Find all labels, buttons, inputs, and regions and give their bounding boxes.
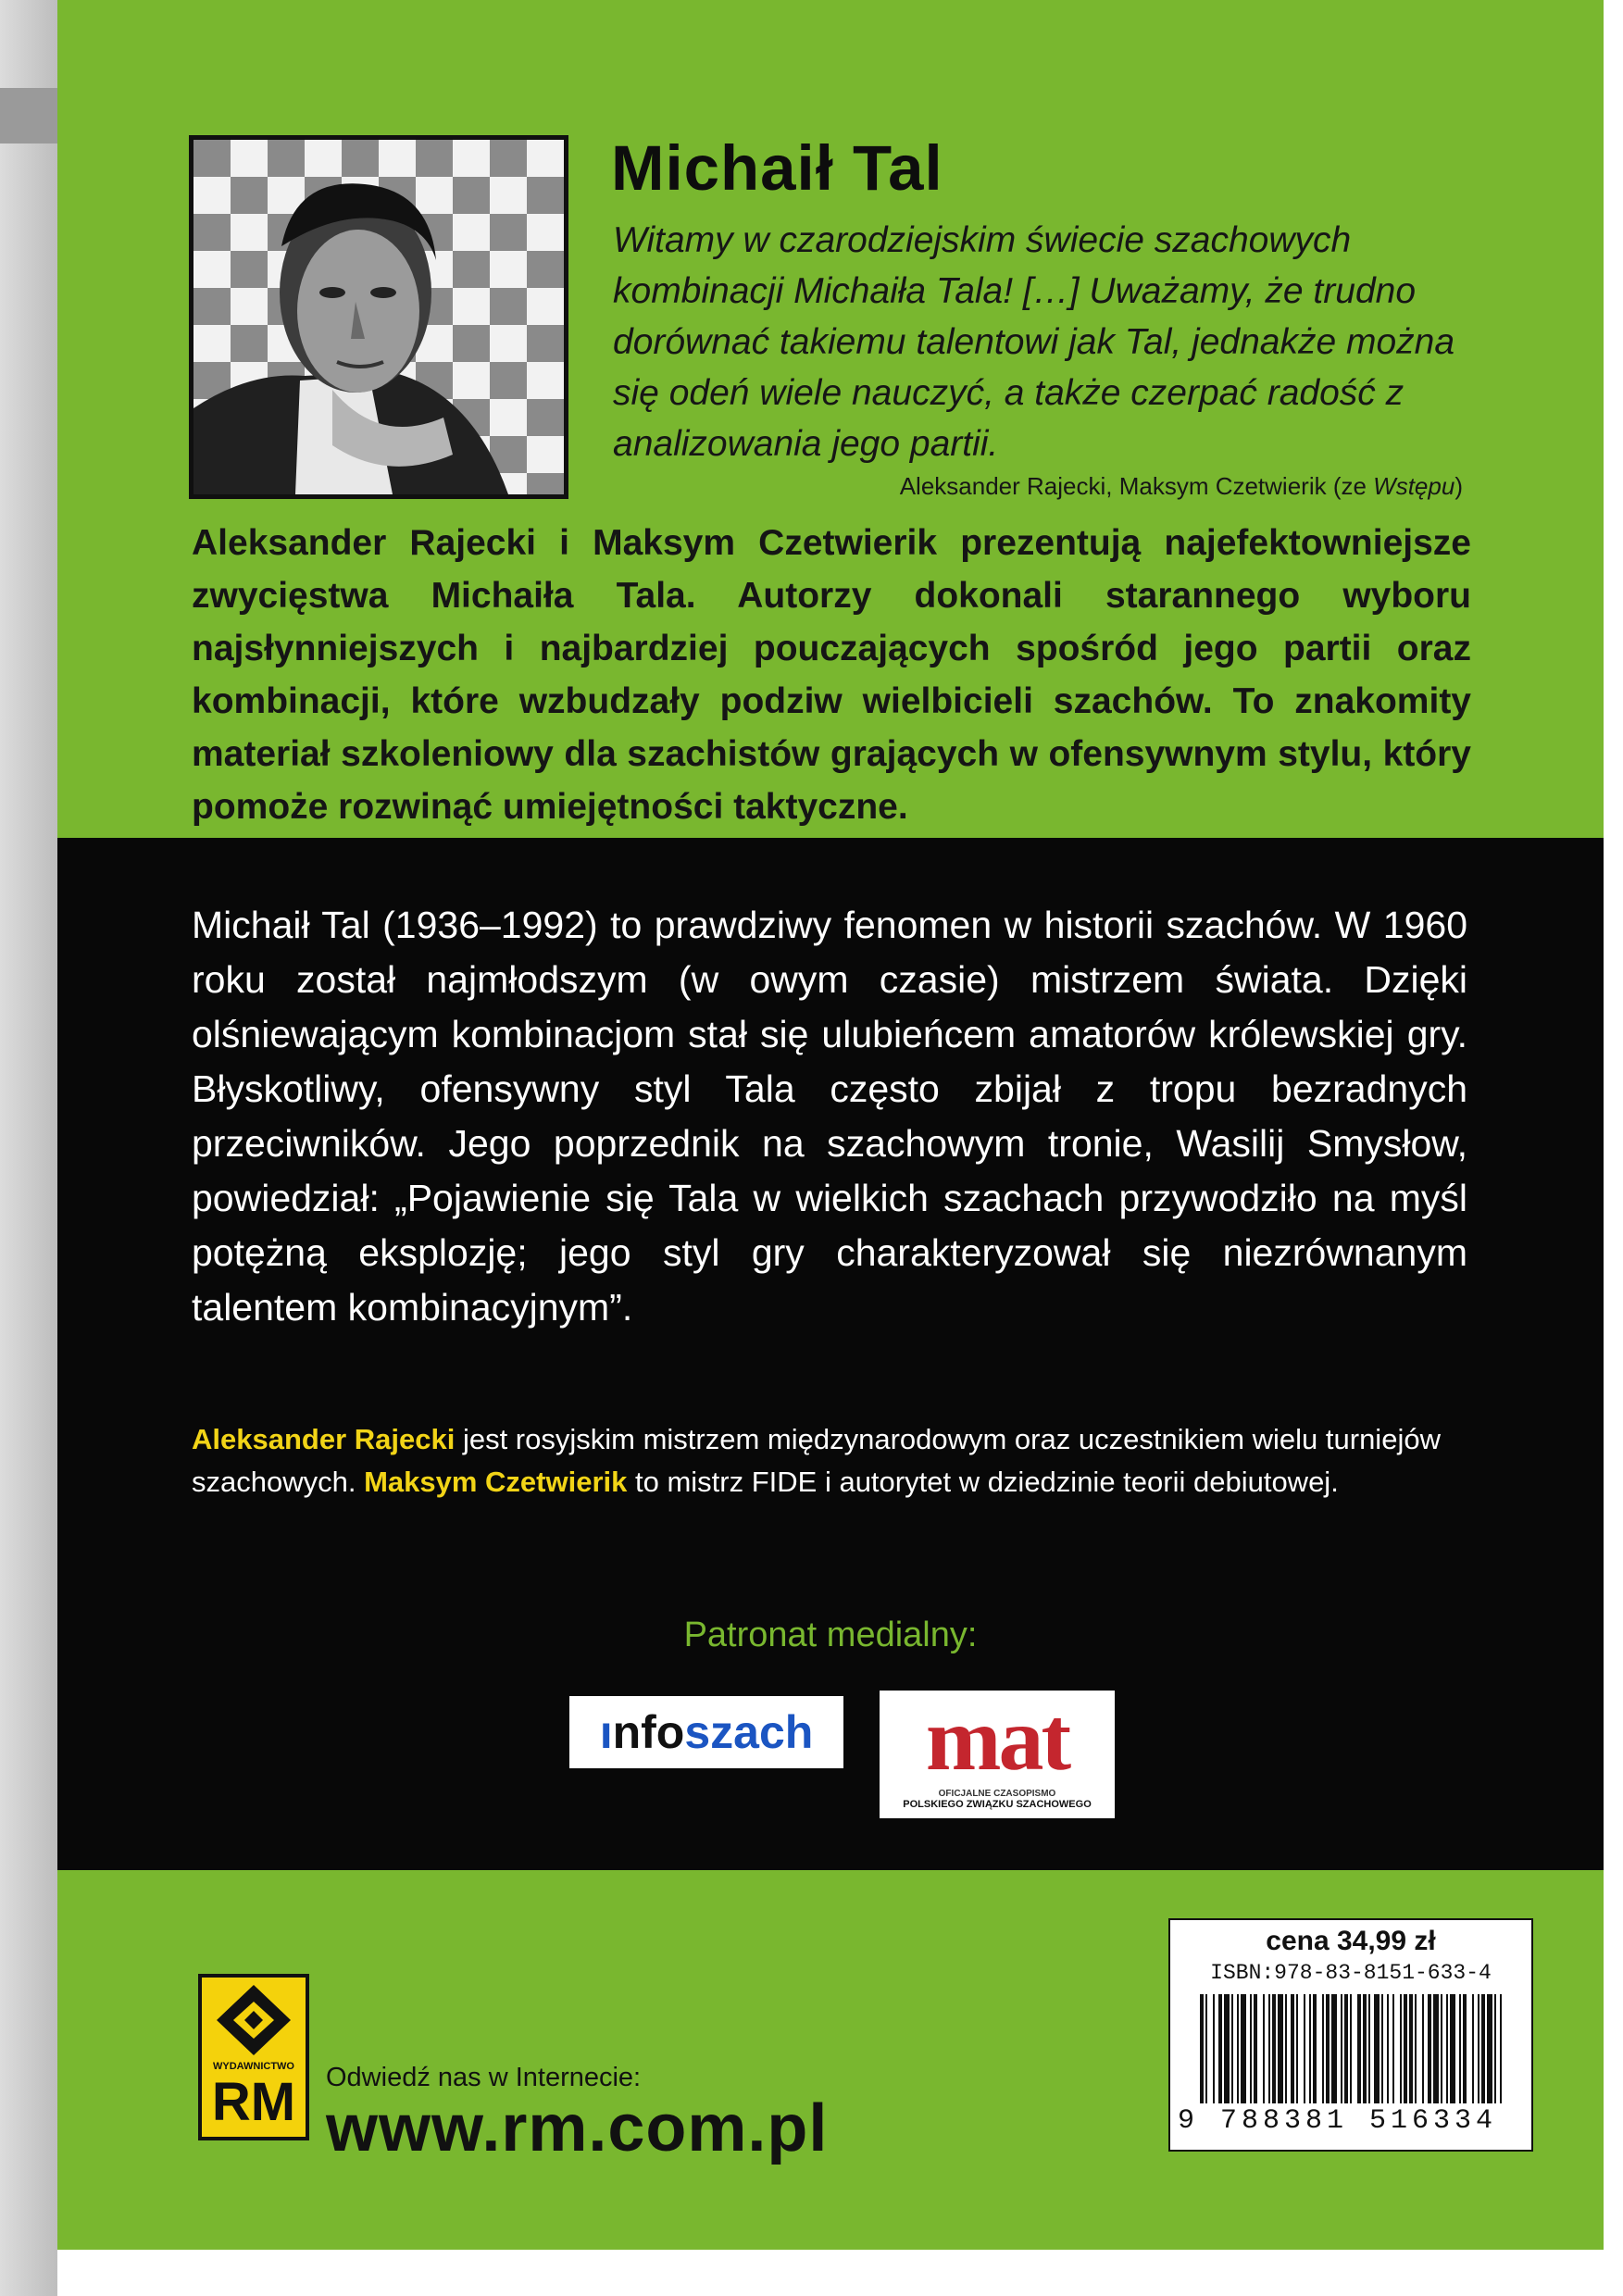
mat-subtitle-2: POLSKIEGO ZWIĄZKU SZACHOWEGO	[903, 1799, 1092, 1810]
quote-source	[613, 472, 1463, 501]
book-title: Michaił Tal	[611, 132, 943, 204]
authors-paragraph	[192, 1418, 1467, 1504]
author2-name: Maksym Czetwierik	[364, 1466, 628, 1498]
quote-text: Witamy w czarodziejskim świecie szachowych kombinacji Michaiła Tala! […] Uważamy, że trudno dorównać takiemu talentowi jak Tal, jednakże można się odeń wiele nauczyć, a także czerpać radość z analizowania jego partii.	[613, 220, 1455, 464]
infoszach-part2: szach	[684, 1706, 814, 1758]
isbn-label: ISBN:978-83-8151-633-4	[1210, 1961, 1492, 1985]
visit-label: Odwiedź nas w Internecie:	[326, 2063, 642, 2092]
mat-wordmark: mat	[925, 1690, 1069, 1790]
pawn-i-icon: ı	[599, 1706, 613, 1758]
infoszach-logo	[569, 1696, 843, 1768]
book-back-cover	[57, 0, 1604, 2250]
rm-logo-caption: WYDAWNICTWO	[213, 2061, 294, 2072]
mat-logo	[880, 1691, 1115, 1818]
author2-text: to mistrz FIDE i autorytet w dziedzinie teorii debiutowej.	[627, 1466, 1339, 1498]
quote-source-text: Aleksander Rajecki, Maksym Czetwierik (ze	[899, 472, 1374, 500]
rm-diamond-icon	[202, 1978, 306, 2061]
patronage-label: Patronat medialny:	[683, 1616, 978, 1654]
price-label: cena 34,99 zł	[1266, 1926, 1436, 1956]
lead-paragraph: Aleksander Rajecki i Maksym Czetwierik prezentują najefektowniejsze zwycięstwa Michaiła Tala. Autorzy dokonali starannego wyboru najsłynniejszych i najbardziej pouczających spośród jego partii oraz kombinacji, które wzbudzały podziw wielbicieli szachów. To znakomity materiał szkoleniowy dla szachistów grających w ofensywnym stylu, który pomoże rozwinąć umiejętności taktyczne.	[192, 523, 1471, 827]
publisher-url[interactable]: www.rm.com.pl	[326, 2091, 829, 2165]
rm-publisher-logo	[198, 1974, 309, 2140]
scan-edge-shadow	[0, 88, 57, 144]
quote-source-italic: Wstępu	[1373, 472, 1455, 500]
barcode-number: 9 788381 516334	[1178, 2105, 1498, 2137]
rm-logo-letters: RM	[211, 2072, 296, 2132]
bio-paragraph: Michaił Tal (1936–1992) to prawdziwy fenomen w historii szachów. W 1960 roku został najmłodszym (w owym czasie) mistrzem świata. Dzięki olśniewającym kombinacjom stał się ulubieńcem amatorów królewskiej gry. Błyskotliwy, ofensywny styl Tala często zbijał z tropu bezradnych przeciwników. Jego poprzednik na szachowym tronie, Wasilij Smysłow, powiedział: „Pojawienie się Tala w wielkich szachach przywodziło na myśl potężną eksplozję; jego styl gry charakteryzował się niezrównanym talentem kombinacyjnym”.	[192, 904, 1467, 1329]
barcode-icon	[1200, 1994, 1502, 2103]
portrait-photo-icon	[189, 135, 568, 499]
scan-background	[0, 0, 57, 2296]
quote-source-end: )	[1454, 472, 1463, 500]
mat-subtitle-1: OFICJALNE CZASOPISMO	[938, 1789, 1056, 1799]
author1-text: jest rosyjskim mistrzem międzynarodowym oraz uczestnikiem wielu turniejów szachowych.	[192, 1423, 1441, 1498]
author1-name: Aleksander Rajecki	[192, 1423, 456, 1455]
infoszach-part1: nfo	[612, 1706, 685, 1758]
barcode-panel	[1168, 1918, 1533, 2152]
